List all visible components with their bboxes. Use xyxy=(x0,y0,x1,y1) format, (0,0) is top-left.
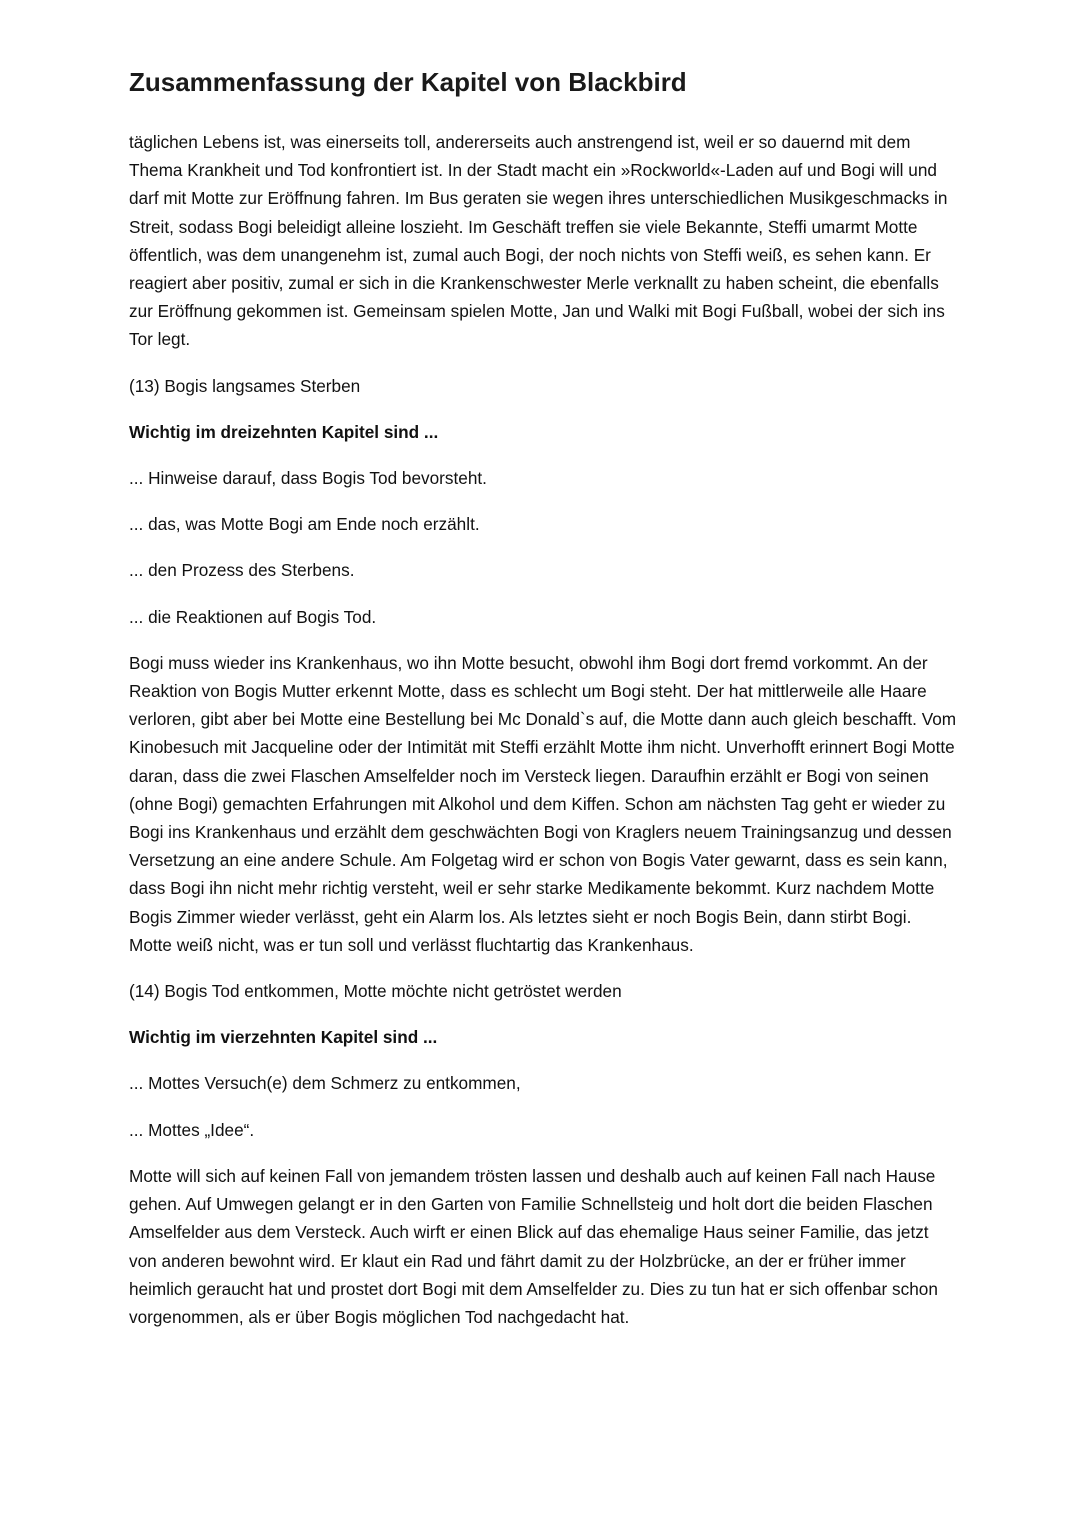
chapter-14-point: ... Mottes Versuch(e) dem Schmerz zu entkommen, xyxy=(129,1073,521,1094)
chapter-14-section xyxy=(129,977,959,1331)
chapter-13-important-heading: Wichtig im dreizehnten Kapitel sind ... xyxy=(129,421,439,442)
chapter-13-summary: Bogi muss wieder ins Krankenhaus, wo ihn Motte besucht, obwohl ihm Bogi dort fremd vorkommt. An der Reaktion von Bogis Mutter erkennt Motte, dass es schlecht um Bogi steht. Der hat mittlerweile alle Haare verloren, gibt aber bei Motte eine Bestellung bei Mc Donald`s auf, die Motte dann auch gleich beschafft. Vom Kinobesuch mit Jacqueline oder der Intimität mit Steffi erzählt Motte ihm nicht. Unverhofft erinnert Bogi Motte daran, dass die zwei Flaschen Amselfelder noch im Versteck liegen. Daraufhin erzählt er Bogi von seinen (ohne Bogi) gemachten Erfahrungen mit Alkohol und dem Kiffen. Schon am nächsten Tag geht er wieder zu Bogi ins Krankenhaus und erzählt dem geschwächten Bogi von Kraglers neuem Trainingsanzug und dessen Versetzung an eine andere Schule. Am Folgetag wird er schon von Bogis Vater gewarnt, dass es sein kann, dass Bogi ihn nicht mehr richtig versteht, weil er sehr starke Medikamente bekommt. Kurz nachdem Motte Bogis Zimmer wieder verlässt, geht ein Alarm los. Als letztes sieht er noch Bogis Bein, dann stirbt Bogi. Motte weiß nicht, was er tun soll und verlässt fluchtartig das Krankenhaus. xyxy=(129,652,957,955)
chapter-13-heading: (13) Bogis langsames Sterben xyxy=(129,375,361,396)
chapter-13-point: ... das, was Motte Bogi am Ende noch erzählt. xyxy=(129,514,480,535)
chapter-14-point: ... Mottes „Idee“. xyxy=(129,1119,255,1140)
chapter-14-heading: (14) Bogis Tod entkommen, Motte möchte nicht getröstet werden xyxy=(129,981,622,1002)
chapter-13-point: ... den Prozess des Sterbens. xyxy=(129,560,355,581)
chapter-14-important-heading: Wichtig im vierzehnten Kapitel sind ... xyxy=(129,1027,438,1048)
chapter-13-section xyxy=(129,372,959,959)
chapter-13-point: ... die Reaktionen auf Bogis Tod. xyxy=(129,606,377,627)
chapter-14-summary: Motte will sich auf keinen Fall von jemandem trösten lassen und deshalb auch auf keinen Fall nach Hause gehen. Auf Umwegen gelangt er in den Garten von Familie Schnellsteig und holt dort die beiden Flaschen Amselfelder aus dem Versteck. Auch wirft er einen Blick auf das ehemalige Haus seiner Familie, das jetzt von anderen bewohnt wird. Er klaut ein Rad und fährt damit zu der Holzbrücke, an der er früher immer heimlich geraucht hat und prostet dort Bogi mit dem Amselfelder zu. Dies zu tun hat er sich offenbar schon vorgenommen, als er über Bogis möglichen Tod nachgedacht hat. xyxy=(129,1165,938,1327)
page-title: Zusammenfassung der Kapitel von Blackbird xyxy=(129,67,687,97)
document-page xyxy=(129,62,959,1349)
intro-paragraph: täglichen Lebens ist, was einerseits toll, andererseits auch anstrengend ist, weil er so dauernd mit dem Thema Krankheit und Tod konfrontiert ist. In der Stadt macht ein »Rockworld«-Laden auf und Bogi will und darf mit Motte zur Eröffnung fahren. Im Bus geraten sie wegen ihres unterschiedlichen Musikgeschmacks in Streit, sodass Bogi beleidigt alleine loszieht. Im Geschäft treffen sie viele Bekannte, Steffi umarmt Motte öffentlich, was dem unangenehm ist, zumal auch Bogi, der noch nichts von Steffi weiß, es sehen kann. Er reagiert aber positiv, zumal er sich in die Krankenschwester Merle verknallt zu haben scheint, die ebenfalls zur Eröffnung gekommen ist. Gemeinsam spielen Motte, Jan und Walki mit Bogi Fußball, wobei der sich ins Tor legt. xyxy=(129,132,948,350)
chapter-13-point: ... Hinweise darauf, dass Bogis Tod bevorsteht. xyxy=(129,468,487,489)
